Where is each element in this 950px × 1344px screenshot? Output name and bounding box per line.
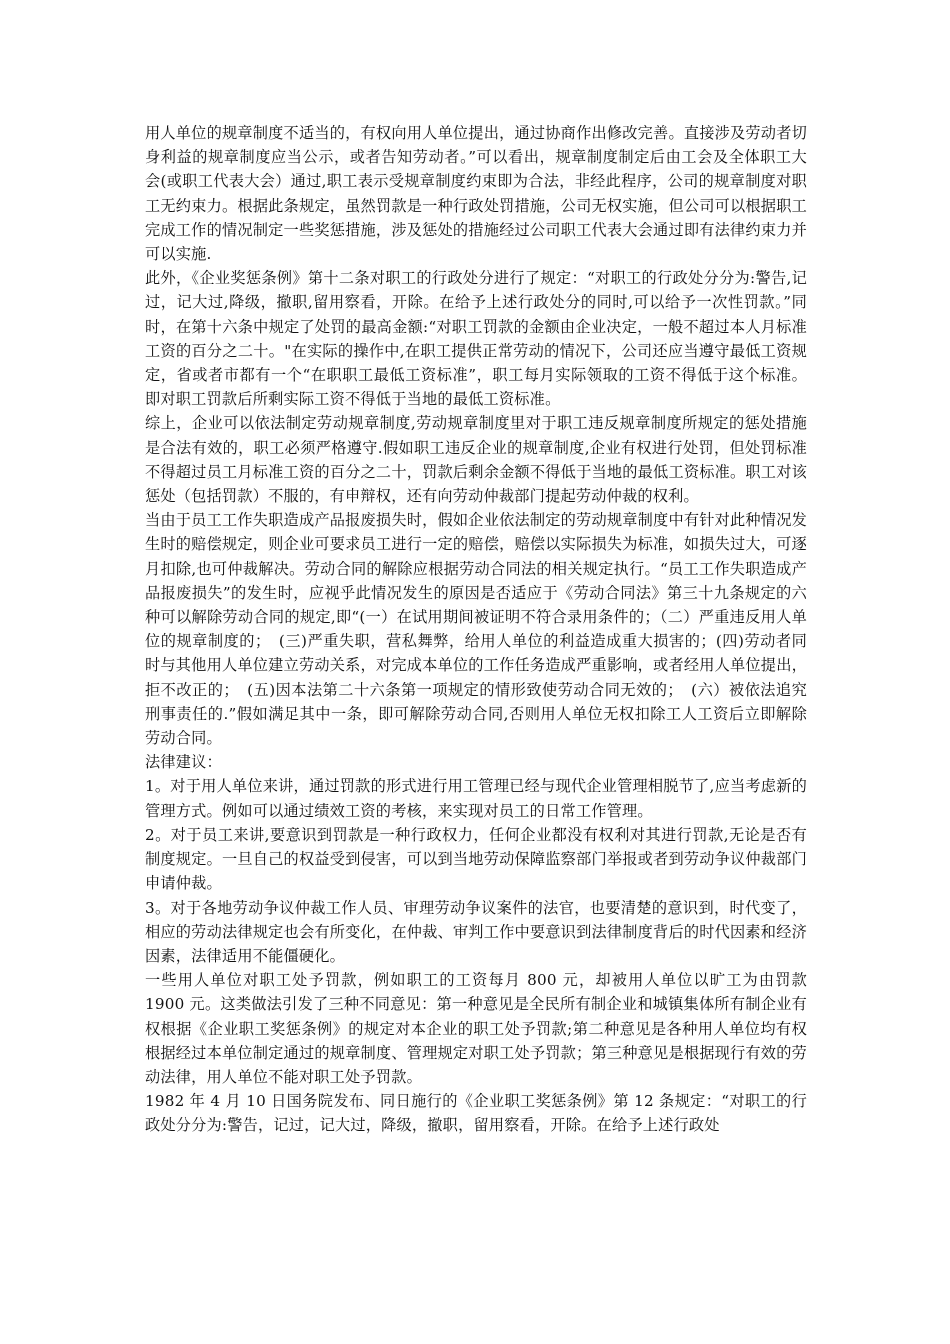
paragraph-compensation-termination: 当由于员工工作失职造成产品报废损失时，假如企业依法制定的劳动规章制度中有针对此种情况发生时的赔偿规定，则企业可要求员工进行一定的赔偿，赔偿以实际损失为标准，如损失过大，可逐月扣除,也可仲裁解决。劳动合同的解除应根据劳动合同法的相关规定执行。“员工工作失职造成产品报废损失”的发生时，应视乎此情况发生的原因是否适应于《劳动合同法》第三十九条规定的六种可以解除劳动合同的规定,即“(一）在试用期间被证明不符合录用条件的；（二）严重违反用人单位的规章制度的； (三)严重失职，营私舞弊，给用人单位的利益造成重大损害的；(四)劳动者同时与其他用人单位建立劳动关系，对完成本单位的工作任务造成严重影响，或者经用人单位提出，拒不改正的； (五)因本法第二十六条第一项规定的情形致使劳动合同无效的； (六）被依法追究刑事责任的.”假如满足其中一条，即可解除劳动合同,否则用人单位无权扣除工人工资后立即解除劳动合同。 (145, 511, 807, 748)
document-body (145, 121, 807, 1138)
paragraph-rules-publicity: 用人单位的规章制度不适当的，有权向用人单位提出，通过协商作出修改完善。直接涉及劳动者切身利益的规章制度应当公示，或者告知劳动者。”可以看出，规章制度制定后由工会及全体职工大会(或职工代表大会）通过,职工表示受规章制度约束即为合法，非经此程序，公司的规章制度对职工无约束力。根据此条规定，虽然罚款是一种行政处罚措施，公司无权实施，但公司可以根据职工完成工作的情况制定一些奖惩措施，涉及惩处的措施经过公司职工代表大会通过即有法律约束力并可以实施. (145, 124, 807, 264)
paragraph-1982-regulation: 1982 年 4 月 10 日国务院发布、同日施行的《企业职工奖惩条例》第 12 条规定：“对职工的行政处分分为:警告，记过，记大过，降级，撤职，留用察看，开除。在给予上述行政处 (145, 1092, 807, 1135)
paragraph-advice-employee: 2。对于员工来讲,要意识到罚款是一种行政权力，任何企业都没有权利对其进行罚款,无论是否有制度规定。一旦自己的权益受到侵害，可以到当地劳动保障监察部门举报或者到劳动争议仲裁部门申请仲裁。 (145, 825, 807, 893)
paragraph-legal-advice-heading: 法律建议： (145, 753, 222, 772)
paragraph-summary: 综上，企业可以依法制定劳动规章制度,劳动规章制度里对于职工违反规章制度所规定的惩处措施是合法有效的，职工必须严格遵守.假如职工违反企业的规章制度,企业有权进行处罚，但处罚标准不得超过员工月标准工资的百分之二十，罚款后剩余金额不得低于当地的最低工资标准。职工对该惩处（包括罚款）不服的，有申辩权，还有向劳动仲裁部门提起劳动仲裁的权利。 (145, 414, 807, 506)
paragraph-reward-punishment-regulation: 此外，《企业奖惩条例》第十二条对职工的行政处分进行了规定：“对职工的行政处分分为:警告,记过，记大过,降级，撤职,留用察看，开除。在给予上述行政处分的同时,可以给予一次性罚款。”同时，在第十六条中规定了处罚的最高金额:“对职工罚款的金额由企业决定，一般不超过本人月标准工资的百分之二十。"在实际的操作中,在职工提供正常劳动的情况下，公司还应当遵守最低工资规定，省或者市都有一个“在职职工最低工资标准”，职工每月实际领取的工资不得低于这个标准。即对职工罚款后所剩实际工资不得低于当地的最低工资标准。 (145, 269, 807, 409)
paragraph-advice-arbitrators: 3。对于各地劳动争议仲裁工作人员、审理劳动争议案件的法官，也要清楚的意识到，时代变了，相应的劳动法律规定也会有所变化，在仲裁、审判工作中要意识到法律制度背后的时代因素和经济因素，法律适用不能僵硬化。 (145, 898, 807, 965)
paragraph-three-opinions: 一些用人单位对职工处予罚款，例如职工的工资每月 800 元，却被用人单位以旷工为由罚款 1900 元。这类做法引发了三种不同意见：第一种意见是全民所有制企业和城镇集体所有制企业有权根据《企业职工奖惩条例》的规定对本企业的职工处予罚款;第二种意见是各种用人单位均有权根据经过本单位制定通过的规章制度、管理规定对职工处予罚款；第三种意见是根据现行有效的劳动法律，用人单位不能对职工处予罚款。 (145, 971, 807, 1086)
paragraph-advice-employer: 1。对于用人单位来讲，通过罚款的形式进行用工管理已经与现代企业管理相脱节了,应当考虑新的管理方式。例如可以通过绩效工资的考核，来实现对员工的日常工作管理。 (145, 777, 807, 820)
